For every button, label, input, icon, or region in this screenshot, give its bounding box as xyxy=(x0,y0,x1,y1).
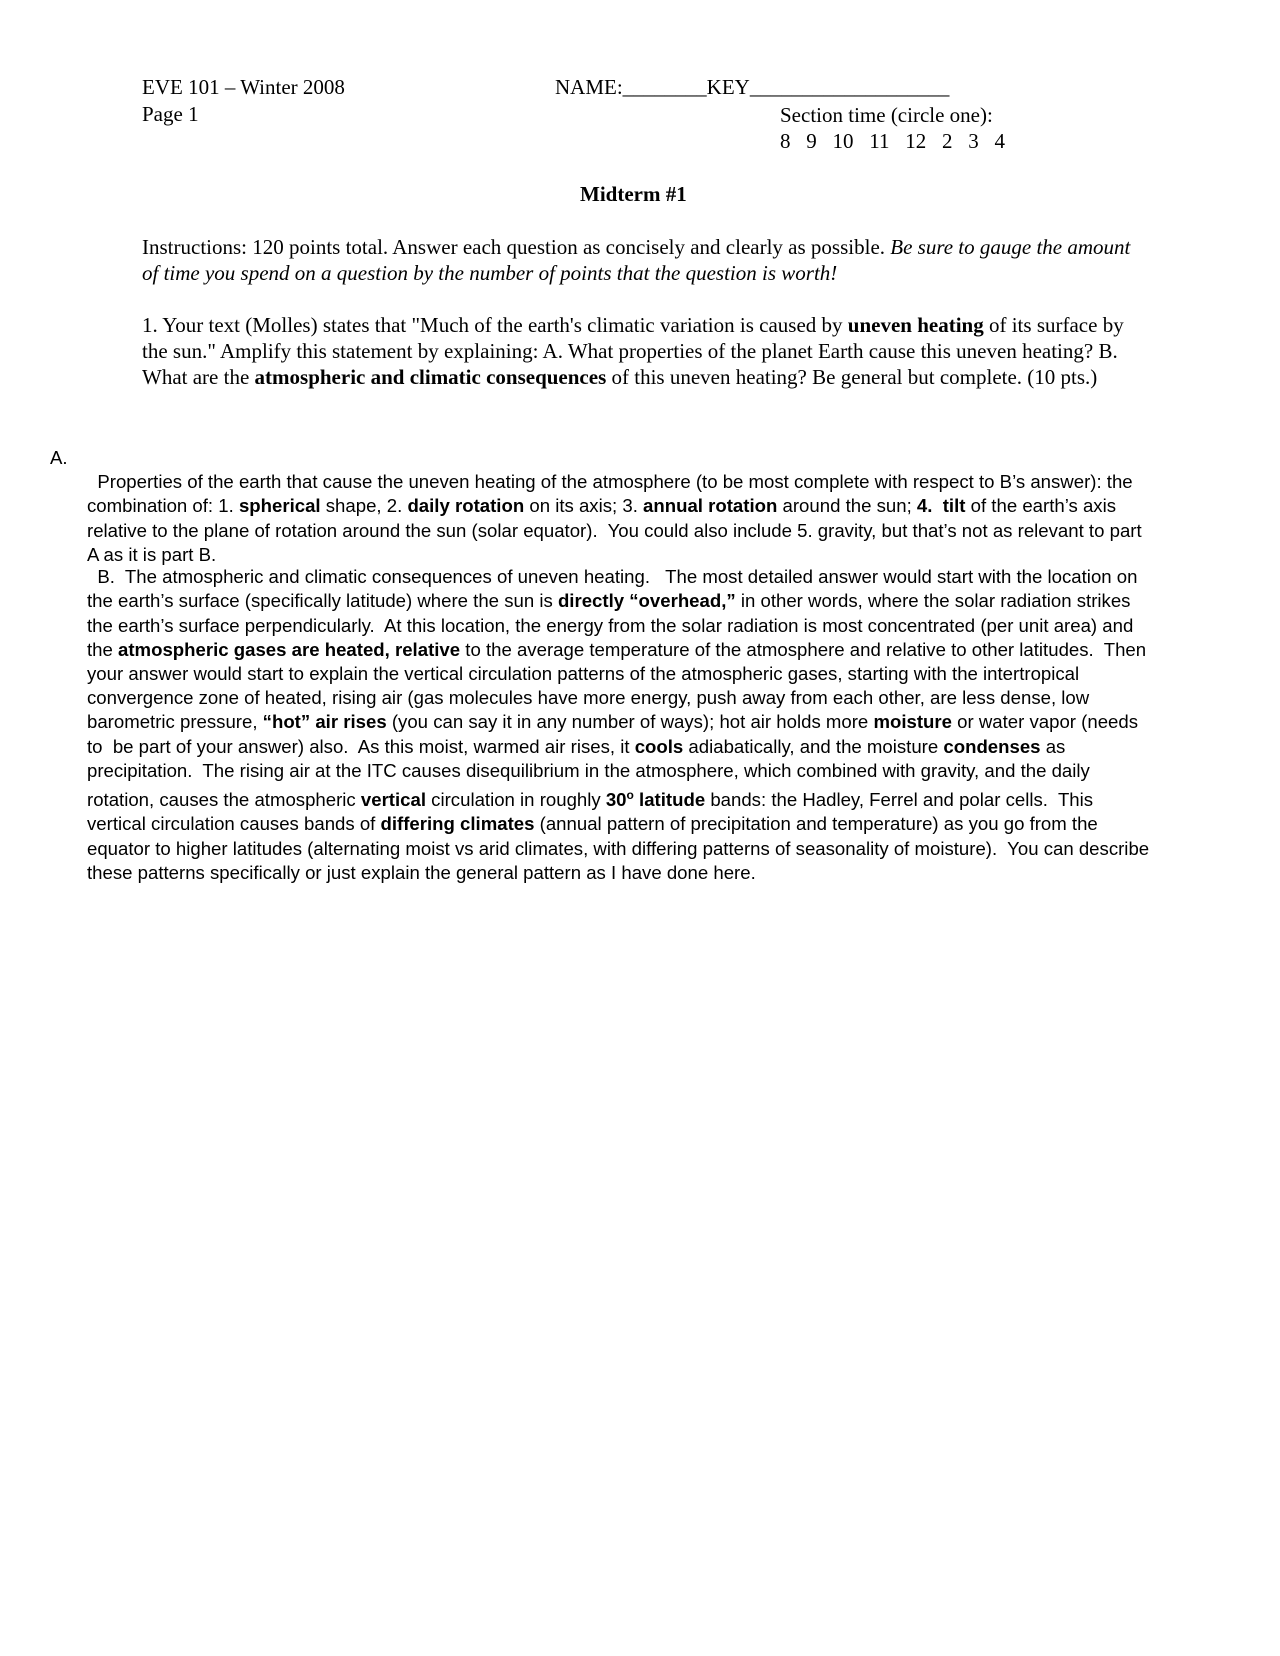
answer-a-seg: around the sun; xyxy=(777,495,917,517)
instructions-emphasis: Be sure to gauge the amount of time you spend on a question by the number of points that the question is worth! xyxy=(142,235,1131,285)
answer-b-seg: directly “overhead,” xyxy=(557,590,736,612)
answer-a-seg: of the earth’s axis relative to the plane of rotation around the sun (solar equator). You could also include 5. gravity, but that’s not as relevant to part A as it is part B. xyxy=(87,495,1146,565)
answer-b-seg: (annual pattern of precipitation and temperature) as you go from the equator to higher latitudes (alternating moist vs arid climates, with differing patterns of seasonality of moisture). You can describe these patterns specifically or just explain the general pattern as I have done here. xyxy=(87,813,1155,883)
answer-a-seg: 4. tilt xyxy=(916,495,966,517)
answer-b xyxy=(87,541,1154,885)
answer-a-seg: shape, 2. xyxy=(320,495,408,517)
answer-b-seg: to the average temperature of the atmosphere and relative to other latitudes. Then your answer would start to explain the vertical circulation patterns of the atmospheric gases, starting with the intertropical convergence zone of heated, rising air (gas molecules have more energy, push away from each other, are less dense, low barometric pressure, xyxy=(87,638,1152,733)
answer-a-seg: Properties of the earth that cause the uneven heating of the atmosphere (to be most complete with respect to B’s answer): the combination of: 1. xyxy=(87,471,1138,517)
degree-mark: o xyxy=(626,788,634,803)
question-1: 1. Your text (Molles) states that "Much of the earth's climatic variation is caused by uneven heating of its surface by the sun." Amplify this statement by explaining: A. What properties of the planet Earth cause this uneven heating? B. What are the atmospheric and climatic consequences of this uneven heating? Be general but complete. (10 pts.) xyxy=(142,313,1124,389)
header-page: Page 1 xyxy=(142,102,199,126)
answer-b-seg: adiabatically, and the moisture xyxy=(683,735,944,757)
answer-b-seg: latitude xyxy=(633,789,706,811)
answer-a-seg: spherical xyxy=(238,495,321,517)
instructions xyxy=(142,234,1132,286)
answer-b-seg: atmospheric gases are heated, relative xyxy=(118,638,461,660)
answer-a-seg: on its axis; 3. xyxy=(524,495,644,517)
answer-b-seg: as precipitation. The rising air at the ITC causes disequilibrium in the atmosphere, which combined with gravity, and the daily rotation, causes the atmospheric xyxy=(87,735,1096,811)
answer-b-seg: (you can say it in any number of ways); hot air holds more xyxy=(386,711,874,733)
answer-b-seg: circulation in roughly xyxy=(426,789,606,811)
answer-b-seg: bands: the Hadley, Ferrel and polar cells. This vertical circulation causes bands of xyxy=(87,789,1099,835)
answer-a-label: A. xyxy=(50,447,68,468)
answer-b-seg: or water vapor (needs to be part of your answer) also. As this moist, warmed air rises, it xyxy=(87,711,1144,757)
question-1-emphasis-consequences: atmospheric and climatic consequences xyxy=(254,365,607,389)
answer-b-seg: in other words, where the solar radiation strikes the earth’s surface perpendicularly. At this location, the energy from the solar radiation is most concentrated (per unit area) and the xyxy=(87,590,1139,660)
page-title: Midterm #1 xyxy=(580,182,687,206)
header-section-label: Section time (circle one): xyxy=(780,103,993,127)
question-1-emphasis-uneven-heating: uneven heating xyxy=(847,313,984,337)
answer-a-seg: daily rotation xyxy=(407,495,525,517)
answer-b-seg: moisture xyxy=(873,711,952,733)
answer-b-seg: B. The atmospheric and climatic consequences of uneven heating. The most detailed answer would start with the location on the earth’s surface (specifically latitude) where the sun is xyxy=(87,566,1143,612)
answer-b-seg: “hot” air rises xyxy=(262,711,387,733)
answer-b-seg: cools xyxy=(634,735,684,757)
header-name: NAME:________KEY___________________ xyxy=(555,75,950,99)
answer-b-seg: 30 xyxy=(605,789,627,811)
answer-a-seg: annual rotation xyxy=(643,495,778,517)
answer-b-seg: condenses xyxy=(943,735,1041,757)
instructions-text: Instructions: 120 points total. Answer each question as concisely and clearly as possible. xyxy=(142,235,891,259)
header-section-times: 8 9 10 11 12 2 3 4 xyxy=(780,129,1005,153)
answer-b-seg: vertical xyxy=(360,789,427,811)
answer-b-seg: differing climates xyxy=(380,813,535,835)
header-course: EVE 101 – Winter 2008 xyxy=(142,75,345,99)
